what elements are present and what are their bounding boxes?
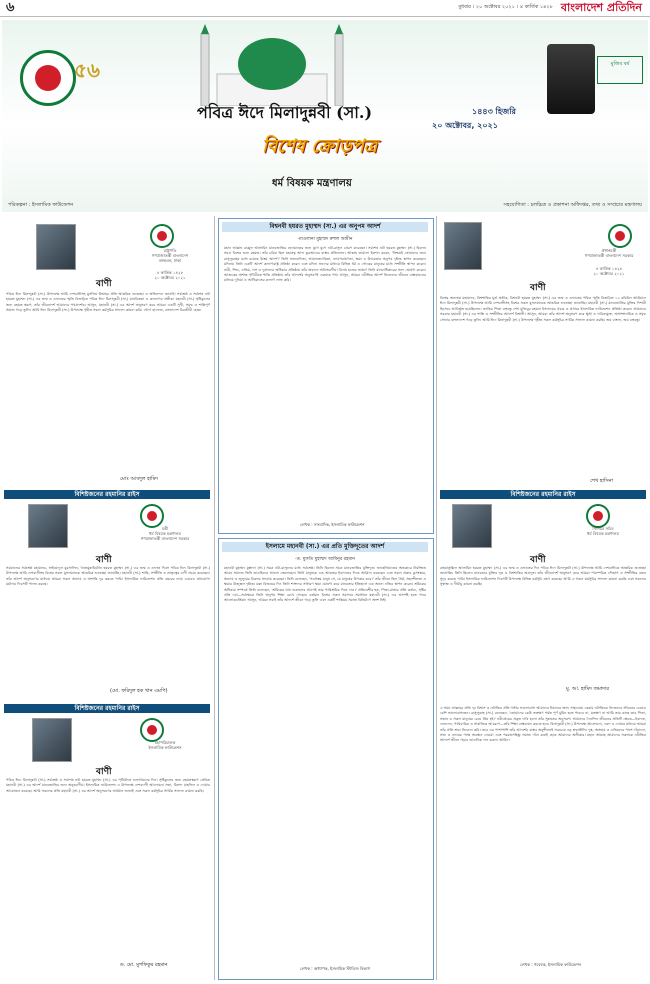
message-heading: বাণী	[96, 555, 112, 565]
article-author-note: লেখক : সাংবাদিক, ইসলামিক ফাউন্ডেশন	[300, 522, 365, 527]
article-continuation: এ সময় আল্লাহর প্রতি দৃঢ় বিশ্বাস ও নবীজির প্রতি গভীর ভালোবাসা আমাদের ঈমানের অঙ্গ। সাহাবায়ে কেরাম নবীজিকে নিজেদের জীবনের চেয়েও বেশি ভালোবাসতেন। রাসুলুল্লাহ (সা.) বলেছেন, 'তোমাদের কেউ ততক্ষণ পর্যন্ত পূর্ণ মুমিন হতে পারবে না, যতক্ষণ না আমি তার কাছে তার পিতা, সন্তান ও সকল মানুষের চেয়ে প্রিয় হই।' নবীপ্রেমের প্রকৃত দাবি হলো তাঁর সুন্নাতের অনুসরণ। আমাদের দৈনন্দিন জীবনের প্রতিটি ক্ষেত্রে—ইবাদত, লেনদেন, পারিবারিক ও সামাজিক আচরণে—তাঁর শিক্ষা বাস্তবায়ন করতে হবে। মিলাদুন্নবী (সা.) উপলক্ষে আলোচনা, দরুদ ও দোয়ার মাধ্যমে আমরা তাঁর প্রতি শ্রদ্ধা নিবেদন করি। তবে এর পাশাপাশি তাঁর আদর্শের বাস্তব অনুশীলনই সবচেয়ে বড় শ্রদ্ধাঞ্জলি। দুস্থ, অসহায় ও এতিমদের পাশে দাঁড়ানো, সত্য ও ন্যায়ের পক্ষে অবস্থান নেওয়া এবং পরমতসহিষ্ণু সমাজ গঠন করাই হোক আমাদের অঙ্গীকার। মহান আল্লাহ আমাদের সকলকে নবীজির আদর্শে জীবন গড়ার তাওফিক দান করুন। আমিন।	[440, 706, 646, 743]
mosque-illustration	[197, 24, 347, 106]
dg-message: পবিত্র ঈদে মিলাদুন্নবী (সা.) সর্বশ্রেষ্ঠ ও সর্বশেষ নবী হযরত মুহাম্মদ (সা.) এর পৃথিবীতে শুভাগমনের দিন। সৃষ্টিকুলের জন্য রহমতস্বরূপ প্রেরিত মহানবী (সা.) এর আদর্শ মানবজাতির জন্য অনুকরণীয়। ইসলামিক ফাউন্ডেশন এ উপলক্ষে দেশব্যাপী আলোচনা সভা, মিলাদ মাহফিল ও দোয়ার আয়োজন করেছে। আমি সকলের প্রতি মহানবী (সা.) এর আদর্শ অনুসরণের আহ্বান জানাই এবং সকল কর্মসূচির সার্বিক সাফল্য কামনা করছি।	[6, 778, 210, 793]
mujib-borsho-logo: মুজিব বর্ষ	[597, 56, 643, 84]
article-byline: -ড. মুফতি মুহাম্মদ আমিনুর রহমান	[295, 557, 355, 562]
banner-title: পবিত্র ঈদে মিলাদুন্নবী (সা.)	[197, 103, 373, 122]
islamic-foundation-seal-icon	[140, 718, 164, 742]
hijri-date: ১৪৪৩ হিজরি	[472, 107, 516, 116]
section-header: বিশিষ্টজনের রহমানির রাইস	[440, 490, 646, 499]
president-seal-caption: রাষ্ট্রপতি গণপ্রজাতন্ত্রী বাংলাদেশ বঙ্গভবন, ঢাকা	[151, 248, 189, 263]
ministry-logo	[20, 50, 76, 106]
director-general-photo	[32, 718, 72, 762]
message-heading: বাণী	[96, 767, 112, 777]
column-divider	[436, 216, 437, 980]
bangabandhu-portrait	[547, 44, 595, 114]
section-header: বিশিষ্টজনের রহমানির রাইস	[4, 704, 210, 713]
ministry-name: ধর্ম বিষয়ক মন্ত্রণালয়	[272, 178, 352, 189]
article-body: মহানবী মুহাম্মদ মুস্তাফা (সা.) সমগ্র নবী-রাসুলের মধ্যে সর্বশ্রেষ্ঠ। তিনি ছিলেন সমগ্র মানবজাতির মুক্তিদূত। জাহেলিয়াতের অন্ধকারে নিমজ্জিত আরব সমাজে তিনি তাওহিদের আলো জ্বেলেছেন। তিনি মানুষকে এক আল্লাহর ইবাদতের দিকে আহ্বান করেছেন এবং সকল প্রকার কুসংস্কার, অন্যায় ও জুলুমের বিরুদ্ধে সংগ্রাম করেছেন। তিনি বলেছেন, 'সর্বোত্তম মানুষ সে, যে মানুষের উপকার করে।' তাঁর জীবন ছিল ধৈর্য, সহনশীলতা ও ক্ষমার উজ্জ্বল দৃষ্টান্ত। মক্কা বিজয়ের দিন তিনি শত্রুদের সাধারণ ক্ষমা ঘোষণা করে মানবতার ইতিহাসে এক অনন্য নজির স্থাপন করেন। শ্রমিকের অধিকার সম্পর্কে তিনি বলেছেন, 'শ্রমিকের ঘাম শুকানোর আগেই তার পারিশ্রমিক দিয়ে দাও।' প্রতিবেশীর হক, পিতা-মাতার প্রতি কর্তব্য, সৃষ্টির প্রতি দয়া—সর্বক্ষেত্রে তিনি অনুপম শিক্ষা রেখে গেছেন। বর্তমান বিশ্বের সকল সমস্যার সমাধানে মহানবী (সা.) এর আদর্শই হতে পারে আলোকবর্তিকা। আসুন, আমরা সবাই তাঁর আদর্শে জীবন গড়ে তুলি এবং একটি শান্তিময় সমাজ বিনির্মাণে অংশ নিই।	[224, 566, 426, 603]
article-body: মহান আল্লাহ রাব্বুল আলামিন মানবজাতির হেদায়াতের জন্য যুগে যুগে নবী-রাসুল প্রেরণ করেছেন। সর্বশেষ নবী হযরত মুহাম্মদ (সা.) ছিলেন সমগ্র বিশ্বের জন্য রহমত। তাঁর চরিত্র ছিল মহাগ্রন্থ আল কুরআনের বাস্তব প্রতিফলন। আল্লাহ তায়ালা ইরশাদ করেন, 'নিশ্চয়ই তোমাদের জন্য রাসুলুল্লাহর মধ্যে রয়েছে উত্তম আদর্শ।' তিনি সত্যবাদিতা, আমানতদারিতা, ন্যায়পরায়ণতা, ক্ষমা ও উদারতার অনুপম দৃষ্টান্ত স্থাপন করেছেন। মদিনায় তিনি একটি আদর্শ কল্যাণরাষ্ট্র প্রতিষ্ঠা করেন এবং মদিনা সনদের মাধ্যমে বিভিন্ন ধর্ম ও গোত্রের মানুষের মধ্যে সম্প্রীতি স্থাপন করেন। নারী, শিশু, এতিম, দাস ও দুর্বলদের অধিকার প্রতিষ্ঠায় তাঁর অবদান অবিস্মরণীয়। বিদায় হজের ভাষণে তিনি মানবাধিকারের সনদ ঘোষণা করেন। আজকের অশান্ত পৃথিবীতে শান্তি প্রতিষ্ঠায় তাঁর আদর্শের অনুসরণই একমাত্র পথ। আসুন, আমরা নবীজির আদর্শ নিজেদের জীবনে বাস্তবায়নের মাধ্যমে দুনিয়া ও আখিরাতের কল্যাণ লাভ করি।	[224, 246, 426, 283]
bangladesh-seal-icon	[150, 224, 174, 248]
dg-signature: ড. মো. মুশফিকুর রহমান	[120, 962, 168, 968]
anniversary-logo: ৫৬	[74, 58, 100, 82]
president-signature: মোঃ আবদুল হামিদ	[120, 476, 158, 482]
pm-signature: শেখ হাসিনা	[590, 478, 614, 484]
bangladesh-seal-icon	[140, 504, 164, 528]
supplement-title: বিশেষ ক্রোড়পত্র	[262, 136, 378, 157]
article-title: ইসলামে মহানবী (সা.) এর প্রতি মুক্তিদূতের আদর্শ	[222, 542, 428, 552]
pm-message: বিশ্বের অন্যতম মহামানব, বিশ্বশান্তির মূর্ত প্রতীক, বিশ্বনবী হযরত মুহাম্মদ (সা.) এর জন্ম ও ওফাতের পবিত্র স্মৃতি বিজড়িত ১২ রবিউল আউয়াল ঈদে মিলাদুন্নবী (সা.) উপলক্ষে আমি দেশবাসীসহ বিশ্বের সকল মুসলমানকে আন্তরিক শুভেচ্ছা জানাচ্ছি। মহানবী (সা.) মানবজাতির মুক্তির দিশারী হিসেবে আবির্ভূত হয়েছিলেন। জাতির পিতা বঙ্গবন্ধু শেখ মুজিবুর রহমান ইসলামের প্রচার ও প্রসারে ইসলামিক ফাউন্ডেশন প্রতিষ্ঠা করেন। আমাদের সরকার মহানবী (সা.) এর শান্তি ও সম্প্রীতির আদর্শে বিশ্বাসী। আসুন, আমরা তাঁর আদর্শ অনুসরণ করে ক্ষুধা ও দারিদ্র্যমুক্ত, অসাম্প্রদায়িক ও সমৃদ্ধ সোনার বাংলাদেশ গড়ে তুলি। আমি ঈদে মিলাদুন্নবী (সা.) উপলক্ষে গৃহীত সকল কর্মসূচির সার্বিক সাফল্য কামনা করছি। জয় বাংলা, জয় বঙ্গবন্ধু।	[440, 296, 646, 322]
bangladesh-seal-icon	[608, 224, 632, 248]
secretary-seal-caption: সিনিয়র সচিব ধর্ম বিষয়ক মন্ত্রণালয়	[587, 526, 619, 536]
bangladesh-seal-icon	[586, 504, 610, 528]
column-divider	[214, 216, 215, 980]
page-header	[0, 0, 650, 17]
article-author-note: লেখক : অধ্যাপক, ইসলামিক স্টাডিজ বিভাগ	[300, 966, 371, 971]
article-byline: -মাওলানা মুহাম্মদ রুহুল আমীন	[297, 237, 353, 242]
article-title: বিশ্বনবী হযরত মুহাম্মদ (সা.) এর অনুপম আদর্শ	[222, 222, 428, 232]
secretary-message: রাহমাতুল্লিল আলামিন হযরত মুহাম্মদ (সা.) এর জন্ম ও ওফাতের দিন পবিত্র ঈদে মিলাদুন্নবী (সা.) উপলক্ষে আমি দেশবাসীকে আন্তরিক শুভেচ্ছা জানাচ্ছি। তিনি ছিলেন মানবতার মুক্তির দূত ও বিশ্বশান্তির অগ্রদূত। তাঁর জীবনাদর্শ অনুসরণ করে আমরা পারস্পরিক সৌহার্দ্য ও সম্প্রীতির বন্ধন সুদৃঢ় করতে পারি। ইসলামিক ফাউন্ডেশন দিবসটি উপলক্ষে বিভিন্ন কর্মসূচি গ্রহণ করেছে। আমি এ সকল কর্মসূচির সাফল্য কামনা করছি এবং সকলের সুস্বাস্থ্য ও দীর্ঘায়ু কামনা করছি।	[440, 566, 646, 587]
date-line: বুধবার । ২০ অক্টোবর ২০২১ । ৪ কার্তিক ১৪২৮	[458, 4, 553, 10]
minister-seal-caption: মন্ত্রী ধর্ম বিষয়ক মন্ত্রণালয় গণপ্রজাতন্ত্রী বাংলাদেশ সরকার	[140, 526, 190, 541]
message-heading: বাণী	[96, 279, 112, 289]
gregorian-date: ২০ অক্টোবর, ২০২১	[432, 121, 498, 130]
secretary-photo	[452, 504, 492, 548]
president-date: ৪ কার্তিক ১৪২৮ ২০ অক্টোবর ২০২১	[154, 270, 186, 280]
section-header: বিশিষ্টজনের রহমানির রাইস	[4, 490, 210, 499]
design-credit: পরিকল্পনা : ইসলামিক ফাউন্ডেশন	[8, 202, 74, 208]
banner	[2, 20, 648, 212]
minister-message: সর্বকালের সর্বশ্রেষ্ঠ মহামানব, সাইয়্যেদুল মুরসালিন, খাতামুন্নাবিয়্যীন হযরত মুহাম্মদ (সা.) এর জন্ম ও ওফাত দিবস পবিত্র ঈদে মিলাদুন্নবী (সা.) উপলক্ষে আমি দেশবাসীসহ বিশ্বের সকল মুসলমানকে আন্তরিক শুভেচ্ছা জানাচ্ছি। মহানবী (সা.) শান্তি, সম্প্রীতি ও ভ্রাতৃত্বের বাণী প্রচার করেছেন। তাঁর আদর্শ অনুসরণের মাধ্যমে আমরা সকল অন্যায় ও অশান্তি দূর করতে পারি। ইসলামিক ফাউন্ডেশন প্রতি বছরের ন্যায় এবারও যথাযোগ্য মর্যাদায় দিবসটি পালন করছে।	[6, 566, 210, 587]
secretary-signature: মু. আ. হামিদ জমাদার	[566, 686, 609, 692]
president-photo	[36, 224, 76, 270]
dg-seal-caption: মহাপরিচালক ইসলামিক ফাউন্ডেশন	[148, 740, 182, 750]
prime-minister-photo	[444, 222, 482, 270]
president-message: পবিত্র ঈদে মিলাদুন্নবী (সা.) উপলক্ষে আমি দেশবাসীসহ মুসলিম উম্মাহর প্রতি আন্তরিক শুভেচ্ছা ও অভিনন্দন জানাই। সর্বশ্রেষ্ঠ ও সর্বশেষ নবী হযরত মুহাম্মদ (সা.) এর জন্ম ও ওফাতের স্মৃতি বিজড়িত পবিত্র ঈদে মিলাদুন্নবী (সা.) মানবিকতা ও কল্যাণের প্রতীক। মহানবী (সা.) সৃষ্টিকুলের জন্য রহমত স্বরূপ, তাঁর জীবনাদর্শ আমাদের পথপ্রদর্শক। আসুন, মহানবী (সা.) এর আদর্শ অনুসরণ করে আমরা একটি সুখী, সমৃদ্ধ ও শান্তিপূর্ণ সমাজ গড়ে তুলি। আমি ঈদে মিলাদুন্নবী (সা.) উপলক্ষে গৃহীত সকল কর্মসূচির সাফল্য কামনা করি। খোদা হাফেজ, বাংলাদেশ চিরজীবী হোক।	[6, 292, 210, 313]
article-author-note: লেখক : গবেষক, ইসলামিক ফাউন্ডেশন	[520, 962, 581, 967]
coordination-credit: সহযোগিতা : চলচ্চিত্র ও প্রকাশনা অধিদপ্তর, তথ্য ও সম্প্রচার মন্ত্রণালয়	[503, 202, 642, 208]
message-heading: বাণী	[530, 555, 546, 565]
pm-date: ৪ কার্তিক ১৪২৮ ২০ অক্টোবর ২০২১	[593, 266, 625, 276]
masthead: বাংলাদেশ প্রতিদিন	[560, 0, 642, 14]
pm-seal-caption: প্রধানমন্ত্রী গণপ্রজাতন্ত্রী বাংলাদেশ সরকার	[584, 248, 634, 258]
minister-photo	[28, 504, 68, 548]
page-number: ৬	[6, 0, 15, 15]
message-heading: বাণী	[530, 283, 546, 293]
minister-signature: (মো. ফরিদুল হক খান এমপি)	[110, 688, 168, 694]
